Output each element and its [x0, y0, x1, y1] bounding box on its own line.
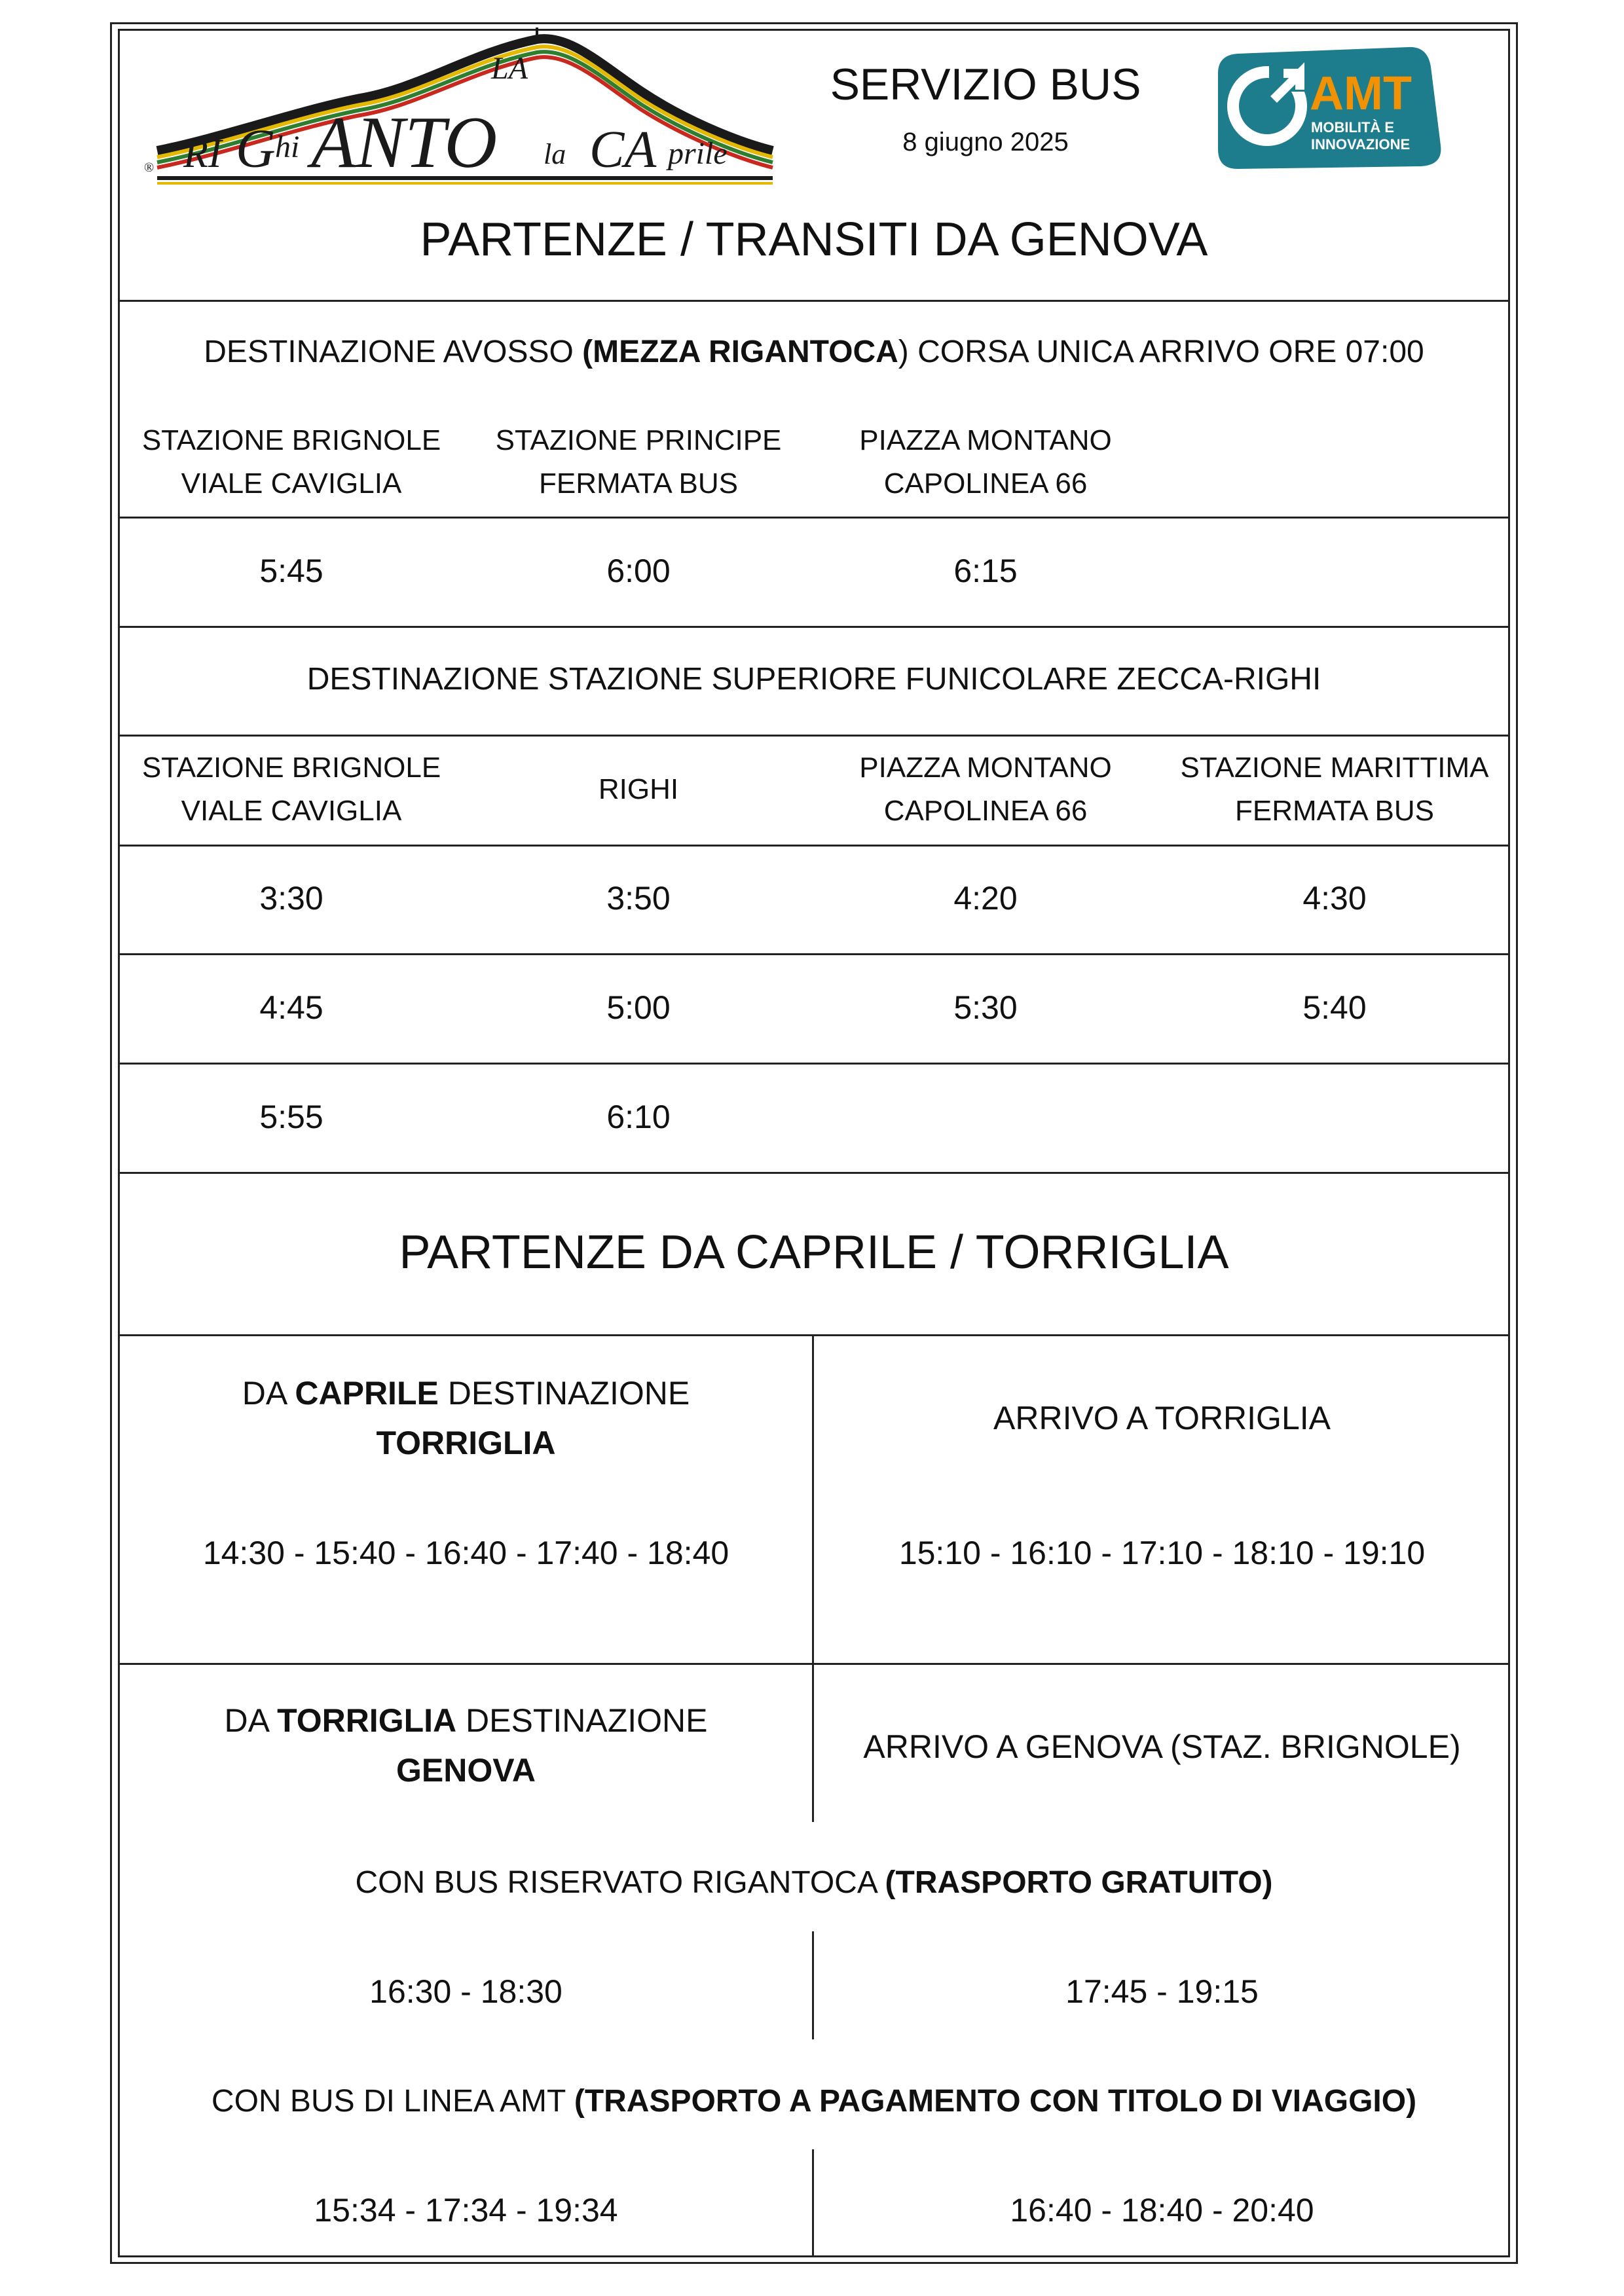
logo-registered: ® [144, 160, 155, 175]
divider [118, 300, 1510, 302]
avosso-time-3: 6:15 [953, 553, 1018, 589]
avosso-stop-2: STAZIONE PRINCIPE FERMATA BUS [495, 424, 782, 500]
reserved-arrival-times: 17:45 - 19:15 [1065, 1973, 1259, 2010]
divider [118, 845, 1510, 847]
divider [118, 953, 1510, 955]
righi-time: 3:50 [606, 880, 671, 917]
reserved-departure-times: 16:30 - 18:30 [369, 1973, 563, 2010]
section-genova-heading: PARTENZE / TRANSITI DA GENOVA [420, 213, 1208, 266]
righi-destination: DESTINAZIONE STAZIONE SUPERIORE FUNICOLARE ZECCA-RIGHI [306, 662, 1321, 697]
righi-time: 5:40 [1302, 989, 1367, 1026]
righi-stop-3: PIAZZA MONTANO CAPOLINEA 66 [859, 752, 1112, 827]
divider [118, 626, 1510, 628]
amt-name: AMT [1310, 67, 1412, 120]
divider [118, 1063, 1510, 1065]
divider [118, 1172, 1510, 1174]
avosso-time-2: 6:00 [606, 553, 671, 589]
righi-stop-4: STAZIONE MARITTIMA FERMATA BUS [1180, 752, 1489, 827]
righi-stop-2: RIGHI [598, 773, 679, 805]
righi-time: 5:00 [606, 989, 671, 1026]
righi-time: 4:20 [953, 880, 1018, 917]
avosso-destination: DESTINAZIONE AVOSSO (MEZZA RIGANTOCA) CORSA UNICA ARRIVO ORE 07:00 [204, 335, 1424, 369]
righi-time: 4:45 [259, 989, 323, 1026]
divider [118, 1663, 1510, 1665]
torriglia-departure-label: DA TORRIGLIA DESTINAZIONE GENOVA [224, 1702, 708, 1789]
amt-line2: INNOVAZIONE [1311, 136, 1411, 153]
logo-g: G [236, 118, 276, 179]
righi-stop-1: STAZIONE BRIGNOLE VIALE CAVIGLIA [141, 752, 441, 827]
logo-la: LA [491, 51, 528, 86]
reserved-bus-label: CON BUS RISERVATO RIGANTOCA (TRASPORTO GRATUITO) [355, 1865, 1273, 1900]
genova-arrival-label: ARRIVO A GENOVA (STAZ. BRIGNOLE) [863, 1728, 1461, 1765]
divider [118, 735, 1510, 737]
amt-departure-times: 15:34 - 17:34 - 19:34 [314, 2192, 618, 2229]
header-date: 8 giugno 2025 [902, 128, 1069, 156]
avosso-time-1: 5:45 [259, 553, 323, 589]
avosso-stop-1: STAZIONE BRIGNOLE VIALE CAVIGLIA [141, 424, 441, 500]
divider [118, 517, 1510, 519]
logo-ri: RI [183, 132, 222, 176]
righi-time: 4:30 [1302, 880, 1367, 917]
logo-prile: prile [668, 136, 728, 171]
logo-hi: hi [275, 130, 300, 164]
logo-ca: CA [589, 121, 657, 179]
logo-la2: la [544, 138, 566, 170]
righi-time: 5:55 [259, 1099, 323, 1135]
righi-time: 6:10 [606, 1099, 671, 1135]
caprile-departure-label: DA CAPRILE DESTINAZIONE TORRIGLIA [242, 1375, 690, 1461]
header-title: SERVIZIO BUS [830, 60, 1141, 109]
rigantoca-logo [144, 26, 786, 190]
avosso-stop-3: PIAZZA MONTANO CAPOLINEA 66 [859, 424, 1112, 500]
logo-anto: ANTO [311, 102, 498, 183]
righi-time: 3:30 [259, 880, 323, 917]
amt-logo [1211, 41, 1447, 172]
caprile-departure-times: 14:30 - 15:40 - 16:40 - 17:40 - 18:40 [202, 1535, 729, 1571]
righi-time: 5:30 [953, 989, 1018, 1026]
section-caprile-heading: PARTENZE DA CAPRILE / TORRIGLIA [399, 1226, 1229, 1279]
amt-arrival-times: 16:40 - 18:40 - 20:40 [1010, 2192, 1314, 2229]
torriglia-arrival-times: 15:10 - 16:10 - 17:10 - 18:10 - 19:10 [898, 1535, 1426, 1571]
amt-line1: MOBILITÀ E [1311, 119, 1395, 136]
torriglia-arrival-label: ARRIVO A TORRIGLIA [993, 1400, 1331, 1436]
amt-bus-label: CON BUS DI LINEA AMT (TRASPORTO A PAGAMENTO CON TITOLO DI VIAGGIO) [211, 2084, 1417, 2119]
divider [118, 1334, 1510, 1336]
